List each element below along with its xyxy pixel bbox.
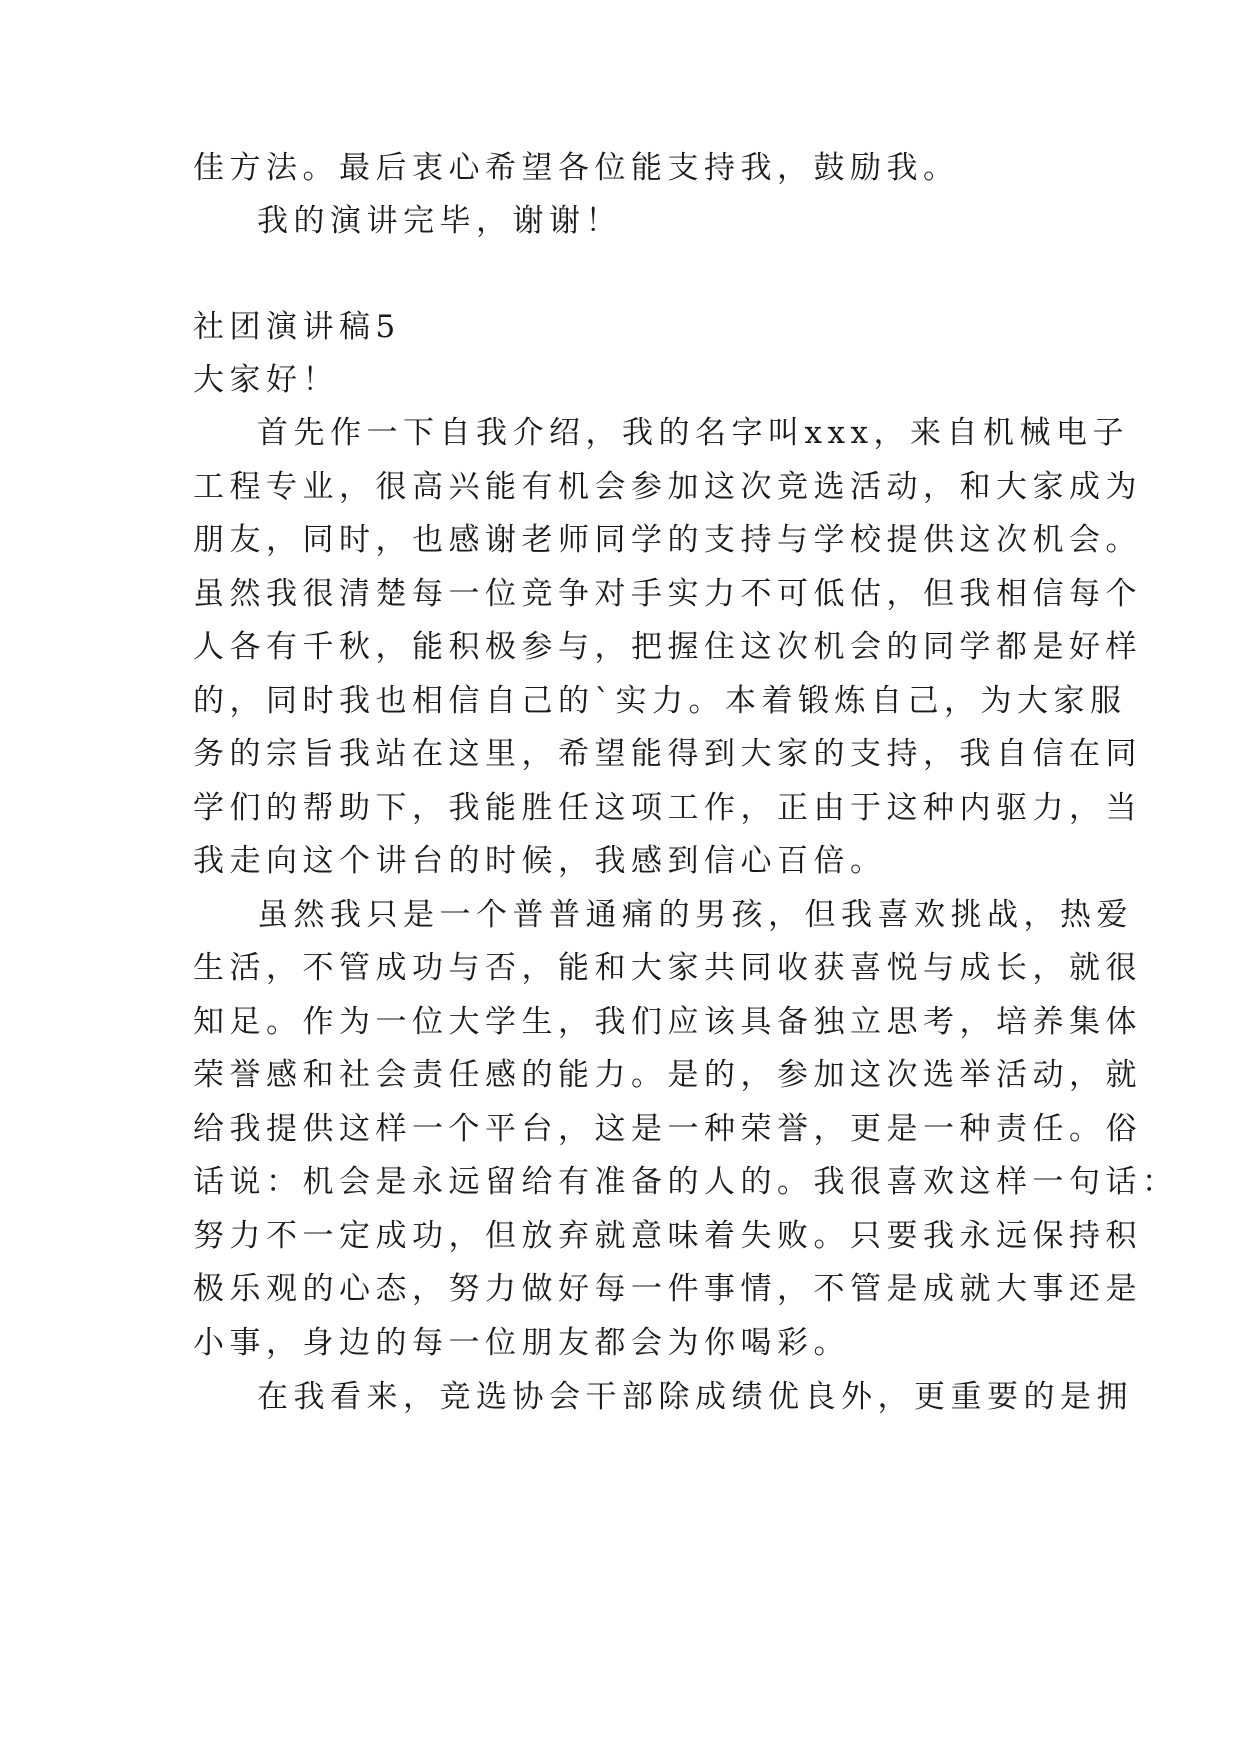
paragraph-1-line-6: 的，同时我也相信自己的`实力。本着锻炼自己，为大家服 [193,683,1127,719]
paragraph-2-line-2: 生活，不管成功与否，能和大家共同收获喜悦与成长，就很 [193,950,1142,986]
paragraph-3-line-1: 在我看来，竞选协会干部除成绩优良外，更重要的是拥 [257,1379,1133,1415]
paragraph-2-line-4: 荣誉感和社会责任感的能力。是的，参加这次选举活动，就 [193,1057,1142,1093]
paragraph-2-line-1: 虽然我只是一个普普通痛的男孩，但我喜欢挑战，热爱 [257,897,1133,933]
paragraph-2-line-3: 知足。作为一位大学生，我们应该具备独立思考，培养集体 [193,1004,1142,1040]
paragraph-1-line-3: 朋友，同时，也感谢老师同学的支持与学校提供这次机会。 [193,522,1142,558]
paragraph-2-line-5: 给我提供这样一个平台，这是一种荣誉，更是一种责任。俗 [193,1111,1142,1147]
greeting: 大家好！ [193,362,339,398]
prev-ending-line-1: 佳方法。最后衷心希望各位能支持我，鼓励我。 [193,150,960,186]
paragraph-1-line-2: 工程专业，很高兴能有机会参加这次竞选活动，和大家成为 [193,469,1142,505]
paragraph-1-line-1: 首先作一下自我介绍，我的名字叫xxx，来自机械电子 [257,415,1129,451]
prev-ending-line-2: 我的演讲完毕，谢谢！ [257,203,622,239]
paragraph-2-line-8: 极乐观的心态，努力做好每一件事情，不管是成就大事还是 [193,1271,1142,1307]
paragraph-1-line-8: 学们的帮助下，我能胜任这项工作，正由于这种内驱力，当 [193,790,1142,826]
paragraph-2-line-7: 努力不一定成功，但放弃就意味着失败。只要我永远保持积 [193,1218,1142,1254]
paragraph-2-line-6: 话说：机会是永远留给有准备的人的。我很喜欢这样一句话： [193,1164,1179,1200]
paragraph-1-line-9: 我走向这个讲台的时候，我感到信心百倍。 [193,843,887,879]
section-title: 社团演讲稿5 [193,309,401,345]
paragraph-1-line-7: 务的宗旨我站在这里，希望能得到大家的支持，我自信在同 [193,736,1142,772]
paragraph-2-line-9: 小事，身边的每一位朋友都会为你喝彩。 [193,1325,850,1361]
paragraph-1-line-4: 虽然我很清楚每一位竞争对手实力不可低估，但我相信每个 [193,576,1142,612]
paragraph-1-line-5: 人各有千秋，能积极参与，把握住这次机会的同学都是好样 [193,629,1142,665]
